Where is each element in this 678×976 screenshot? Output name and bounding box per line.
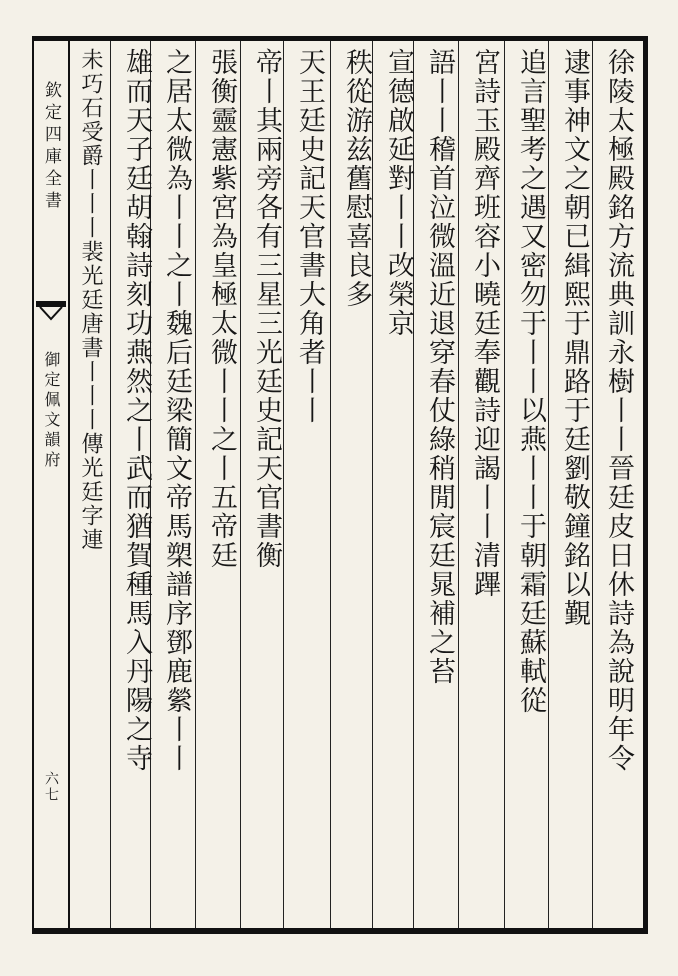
spine-inner-rule [68, 36, 70, 934]
column-rule [110, 41, 111, 928]
top-border-rule [32, 36, 648, 41]
text-column-9: 帝丨其兩旁各有三星三光廷史記天官書衡 [251, 48, 282, 570]
text-column-11: 之居太微為丨丨之丨魏后廷梁簡文帝馬槊譜序鄧鹿縈丨丨 [161, 48, 192, 773]
book-spine-margin [34, 41, 68, 928]
text-column-7: 秩從游兹舊慰喜良多 [341, 48, 372, 309]
text-column-13: 未巧石受爵丨丨丨裴光廷唐書丨丨丨傳光廷字連 [78, 48, 103, 552]
bottom-border-rule [32, 928, 648, 934]
text-column-10: 張衡靈憲紫宮為皇極太微丨丨之丨五帝廷 [206, 48, 237, 570]
text-column-6: 宣德啟延對丨丨改榮京 [383, 48, 414, 338]
text-column-8: 天王廷史記天官書大角者丨丨 [294, 48, 325, 425]
text-column-3: 追言聖考之遇又密勿于丨丨以燕丨丨于朝霜廷蘇軾從 [515, 48, 546, 715]
text-column-12: 雄而天子廷胡翰詩刻功燕然之丨武而猶賀種馬入丹陽之寺 [121, 48, 152, 773]
book-title: 御定佩文韻府 [42, 351, 61, 471]
fishtail-mark-icon [38, 307, 64, 327]
text-column-1: 徐陵太極殿銘方流典訓永樹丨丨晉廷皮日休詩為說明年令 [603, 48, 634, 773]
text-column-2: 逮事神文之朝已緝熙于鼎路于廷劉敬鐘銘以覲 [559, 48, 590, 628]
right-border-rule [643, 36, 648, 934]
text-column-4: 宮詩玉殿齊班容小曉廷奉觀詩迎謁丨丨清蹕 [469, 48, 500, 599]
collection-title: 欽定四庫全書 [41, 81, 61, 213]
text-column-5: 語丨丨稽首泣微溫近退穿春仗綠稍閒宸廷晁補之苔 [424, 48, 455, 686]
folio-number: 六七 [43, 771, 59, 803]
